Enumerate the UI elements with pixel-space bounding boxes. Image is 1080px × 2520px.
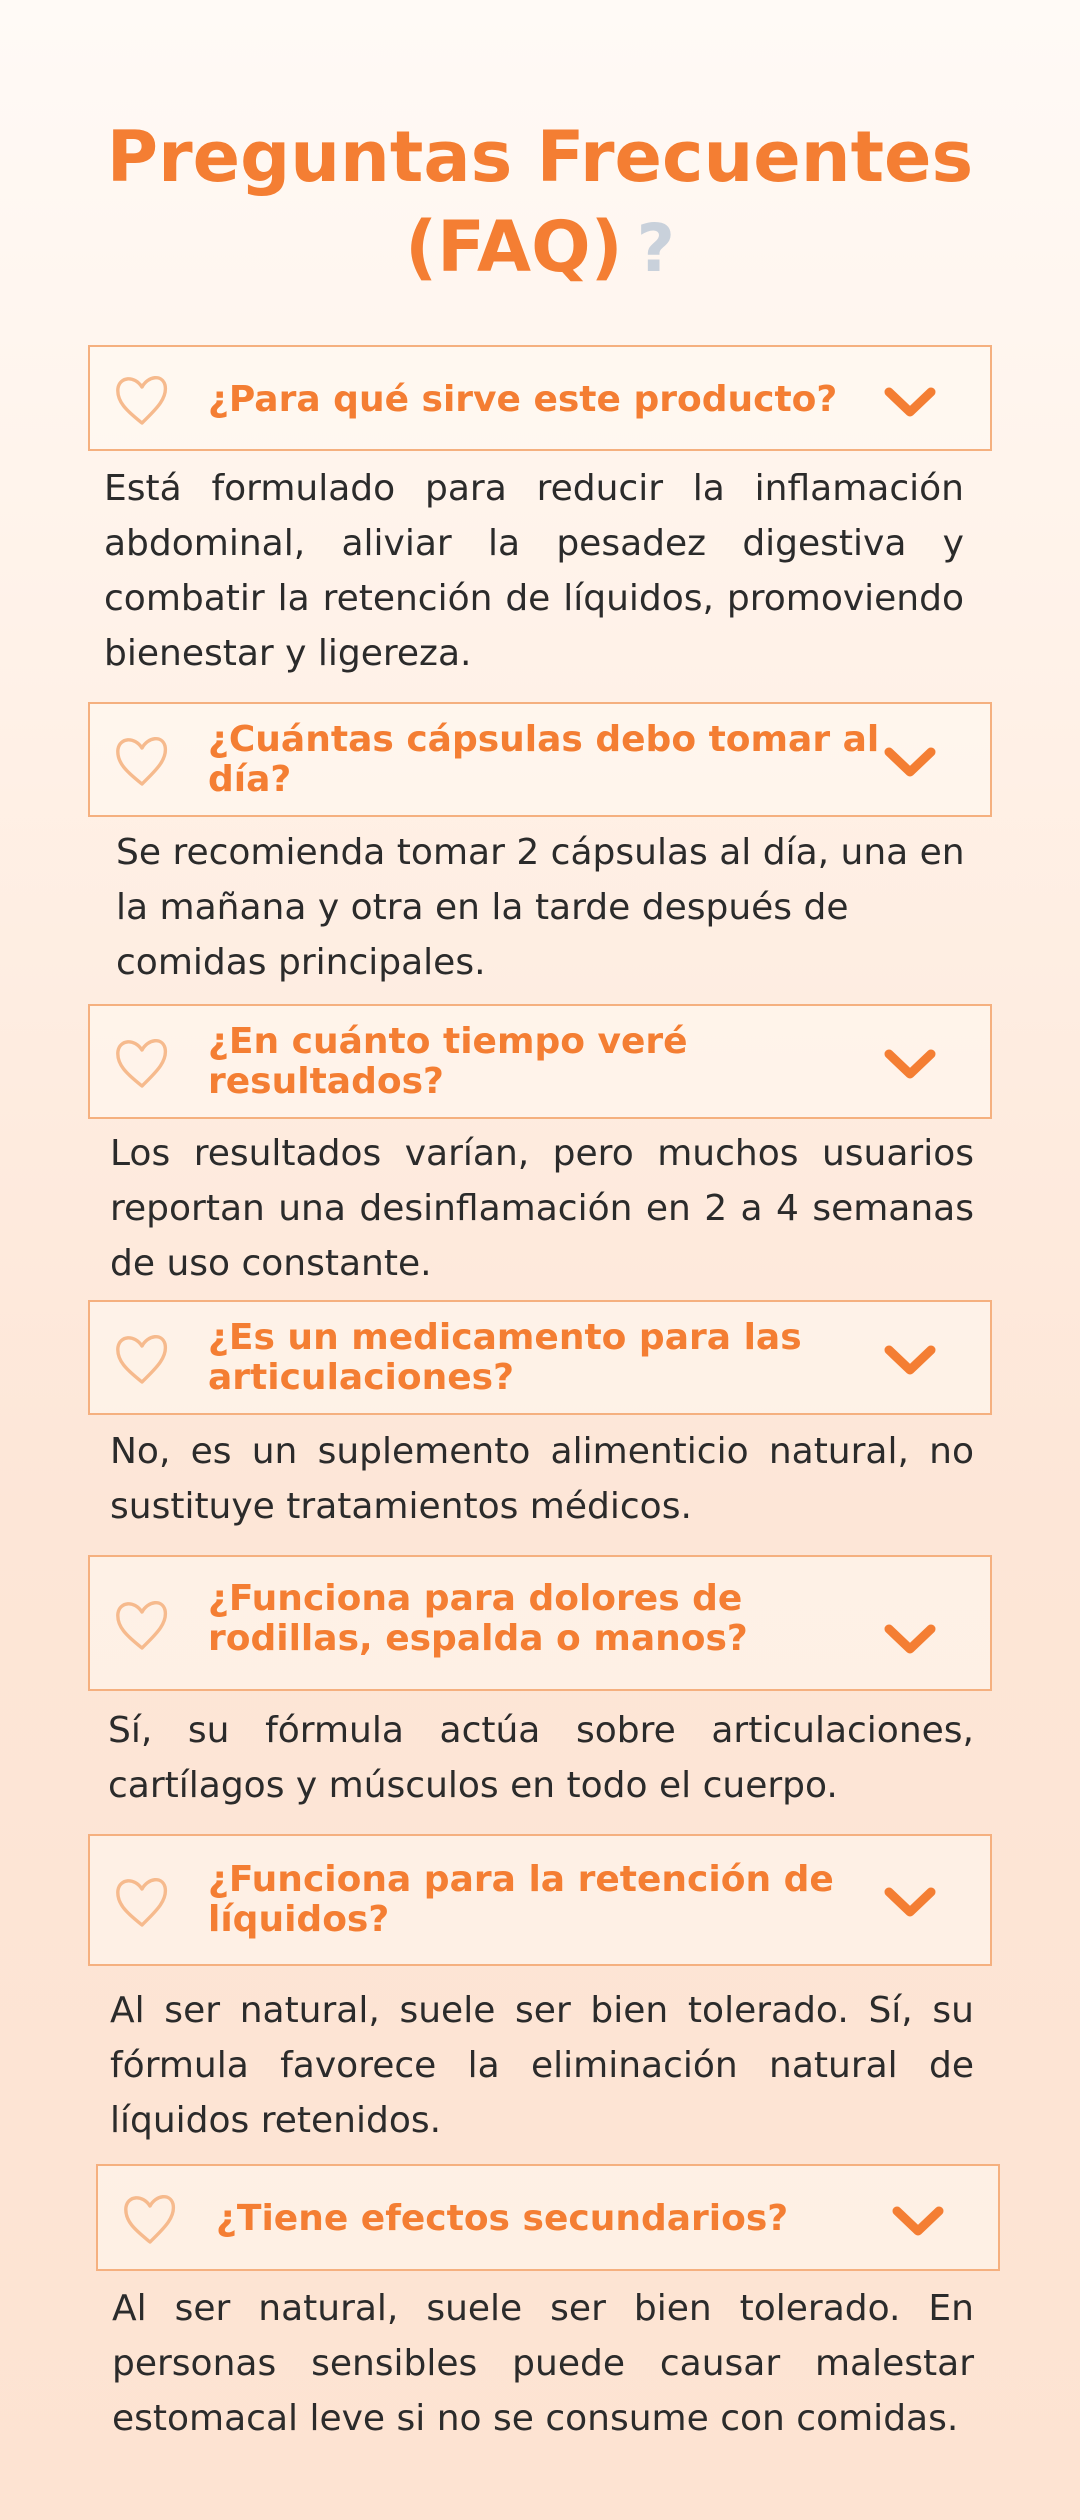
faq-question-text: ¿Es un medicamento para las articulaciones? [208,1317,802,1398]
page-title-faq: (FAQ) [405,206,623,288]
faq-question-4[interactable] [88,1300,992,1415]
heart-outline-icon [118,2187,182,2251]
faq-answer-6: Al ser natural, suele ser bien tolerado. Sí, su fórmula favorece la eliminación natural de líquidos retenidos. [110,1990,974,2141]
faq-question-5[interactable] [88,1555,992,1691]
question-mark-icon: ? [636,210,675,287]
chevron-down-icon[interactable] [882,384,938,420]
faq-question-6[interactable] [88,1834,992,1966]
faq-question-text: ¿En cuánto tiempo veré resultados? [208,1021,688,1102]
heart-outline-icon [110,368,174,432]
heart-outline-icon [110,1327,174,1391]
faq-answer-2: Se recomienda tomar 2 cápsulas al día, una en la mañana y otra en la tarde después de comidas principales. [116,832,965,983]
faq-question-1[interactable] [88,345,992,451]
chevron-down-icon[interactable] [882,744,938,780]
heart-outline-icon [110,729,174,793]
faq-question-text: ¿Funciona para la retención de líquidos? [208,1859,834,1940]
faq-question-3[interactable] [88,1004,992,1119]
faq-answer-3: Los resultados varían, pero muchos usuarios reportan una desinflamación en 2 a 4 semanas de uso constante. [110,1133,974,1284]
chevron-down-icon[interactable] [882,1342,938,1378]
faq-answer-4: No, es un suplemento alimenticio natural, no sustituye tratamientos médicos. [110,1431,974,1527]
faq-question-7[interactable] [96,2164,1000,2271]
chevron-down-icon[interactable] [882,1621,938,1657]
page-title-line-1: Preguntas Frecuentes [106,116,974,198]
faq-answer-1: Está formulado para reducir la inflamación abdominal, aliviar la pesadez digestiva y combatir la retención de líquidos, promoviendo bienestar y ligereza. [104,468,964,674]
chevron-down-icon[interactable] [890,2203,946,2239]
heart-outline-icon [110,1870,174,1934]
faq-question-text: ¿Funciona para dolores de rodillas, espalda o manos? [208,1578,748,1659]
page-title-line-2 [0,202,1080,294]
page-title [0,112,1080,294]
faq-answer-5: Sí, su fórmula actúa sobre articulaciones, cartílagos y músculos en todo el cuerpo. [108,1710,974,1806]
heart-outline-icon [110,1031,174,1095]
faq-question-text: ¿Para qué sirve este producto? [208,379,838,420]
chevron-down-icon[interactable] [882,1884,938,1920]
heart-outline-icon [110,1593,174,1657]
faq-question-text: ¿Tiene efectos secundarios? [216,2198,789,2239]
faq-question-2[interactable] [88,702,992,817]
faq-answer-7: Al ser natural, suele ser bien tolerado. En personas sensibles puede causar malestar estomacal leve si no se consume con comidas. [112,2288,974,2439]
faq-question-text: ¿Cuántas cápsulas debo tomar al día? [208,719,880,800]
chevron-down-icon[interactable] [882,1046,938,1082]
